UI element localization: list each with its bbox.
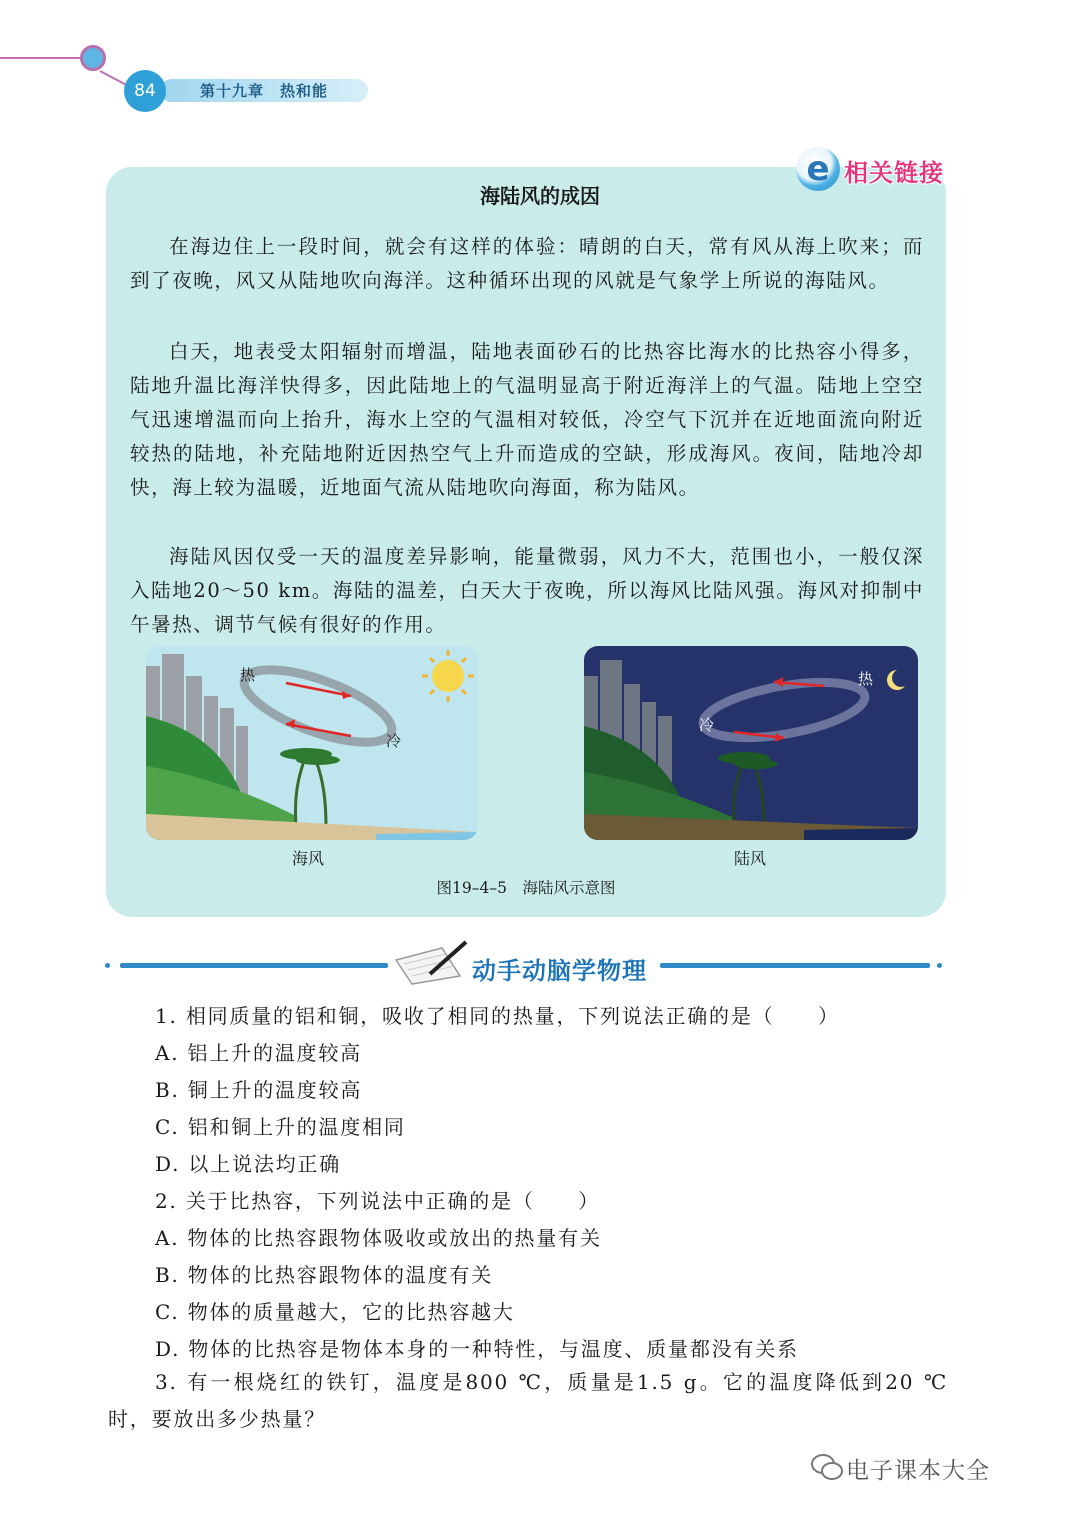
- land-breeze-caption: 陆风: [733, 849, 766, 868]
- activity-dot-right: [937, 963, 942, 968]
- q1-option-c: C. 铝和铜上升的温度相同: [155, 1115, 406, 1139]
- q2-option-a: A. 物体的比热容跟物体吸收或放出的热量有关: [155, 1226, 602, 1250]
- badge-label: 相关链接: [844, 159, 944, 187]
- q2-option-c: C. 物体的质量越大，它的比热容越大: [155, 1300, 515, 1324]
- figure-caption: 图19–4–5 海陆风示意图: [436, 879, 616, 897]
- day-cold-label: 冷: [386, 732, 402, 750]
- q2-stem: 2. 关于比热容，下列说法中正确的是（ ）: [155, 1189, 601, 1213]
- q2-option-d: D. 物体的比热容是物体本身的一种特性，与温度、质量都没有关系: [155, 1337, 799, 1361]
- day-hot-label: 热: [240, 666, 256, 684]
- box-title: 海陆风的成因: [480, 184, 600, 208]
- sea-breeze-illustration: [146, 646, 478, 840]
- paragraph-3: 海陆风因仅受一天的温度差异影响，能量微弱，风力不大，范围也小，一般仅深入陆地20～50 km。海陆的温差，白天大于夜晚，所以海风比陆风强。海风对抑制中午暑热、调节气候有很好的作用。: [130, 545, 924, 636]
- paragraph-2: 白天，地表受太阳辐射而增温，陆地表面砂石的比热容比海水的比热容小得多，陆地升温比海洋快得多，因此陆地上的气温明显高于附近海洋上的气温。陆地上空空气迅速增温而向上抬升，海水上空的气温相对较低，冷空气下沉并在近地面流向附近较热的陆地，补充陆地附近因热空气上升而造成的空缺，形成海风。夜间，陆地冷却快，海上较为温暖，近地面气流从陆地吹向海面，称为陆风。: [130, 340, 924, 499]
- night-cold-label: 冷: [699, 716, 715, 734]
- night-hot-label: 热: [858, 670, 874, 688]
- q1-option-d: D. 以上说法均正确: [155, 1152, 342, 1176]
- page-number: 84: [124, 70, 166, 112]
- watermark-text: 电子课本大全: [846, 1458, 990, 1484]
- sea-breeze-caption: 海风: [291, 849, 324, 868]
- q2-option-b: B. 物体的比热容跟物体的温度有关: [155, 1263, 494, 1287]
- activity-title: 动手动脑学物理: [468, 951, 651, 986]
- q1-option-b: B. 铜上升的温度较高: [155, 1078, 363, 1102]
- notebook-pen-icon: [390, 938, 470, 986]
- header-ring-icon: [80, 45, 106, 71]
- wechat-icon: [810, 1452, 844, 1482]
- activity-dot-left: [105, 963, 110, 968]
- sea-breeze-scene: [146, 646, 478, 840]
- q1-option-a: A. 铝上升的温度较高: [155, 1041, 362, 1065]
- header-rule: [0, 57, 82, 59]
- e-logo-icon: e: [796, 147, 840, 191]
- q3-text: 3. 有一根烧红的铁钉，温度是800 ℃，质量是1.5 g。它的温度降低到20 ℃时，要放出多少热量？: [108, 1370, 948, 1431]
- paragraph-1: 在海边住上一段时间，就会有这样的体验：晴朗的白天，常有风从海上吹来；而到了夜晚，风又从陆地吹向海洋。这种循环出现的风就是气象学上所说的海陆风。: [130, 235, 924, 292]
- activity-rule-left: [120, 963, 388, 968]
- activity-rule-right: [660, 963, 930, 968]
- chapter-title: 第十九章 热和能: [200, 82, 329, 100]
- q1-stem: 1. 相同质量的铝和铜，吸收了相同的热量，下列说法正确的是（ ）: [155, 1004, 840, 1028]
